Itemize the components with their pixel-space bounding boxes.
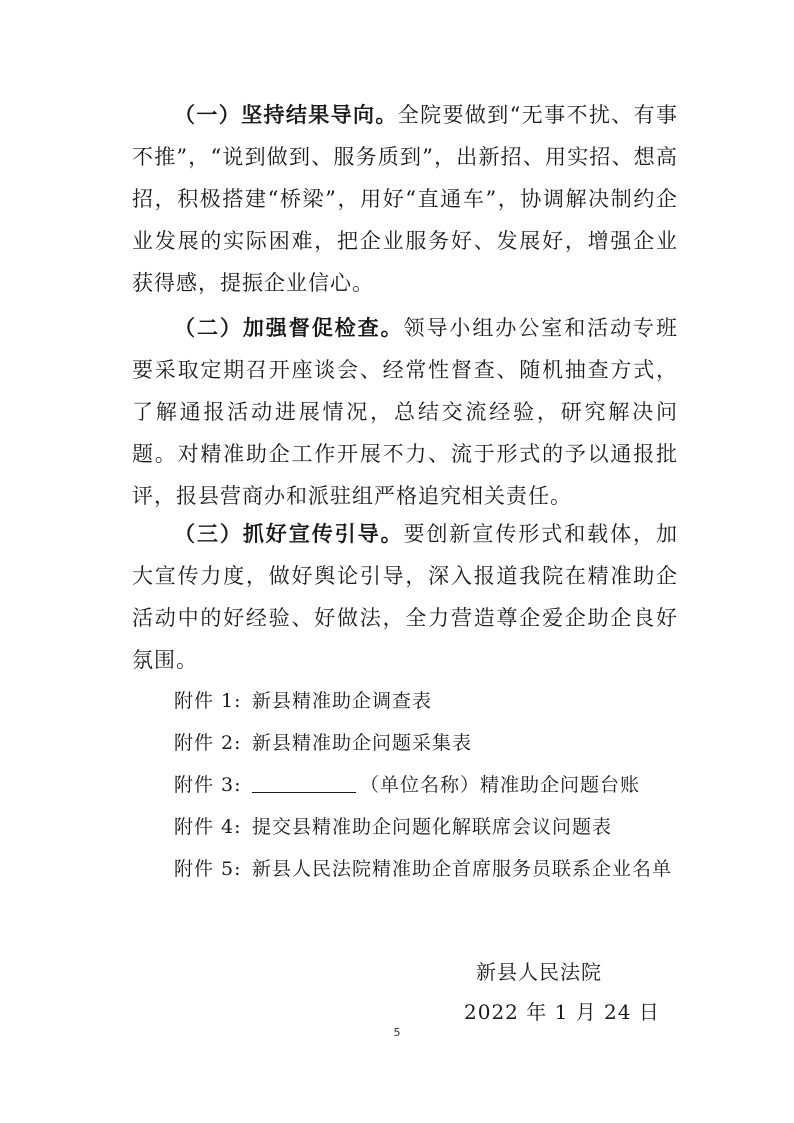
paragraph-body: 领导小组办公室和活动专班要采取定期召开座谈会、经常性督查、随机抽查方式，了解通报活动进展情况，总结交流经验，研究解决问题。对精准助企工作开展不力、流于形式的予以通报批评，报县营商办和派驻组严格追究相关责任。 bbox=[132, 316, 679, 508]
signature-date: 2022 年 1 月 24 日 bbox=[464, 1000, 660, 1024]
attachment-list bbox=[174, 680, 694, 890]
attachment-title: 新县人民法院精准助企首席服务员联系企业名单 bbox=[252, 858, 673, 880]
paragraph-heading: （二）加强督促检查。 bbox=[174, 316, 404, 340]
attachment-item bbox=[174, 848, 694, 890]
fill-in-blank bbox=[252, 774, 356, 793]
attachment-item bbox=[174, 680, 694, 722]
paragraph-result-oriented bbox=[132, 94, 678, 304]
attachment-title: （单位名称）精准助企问题台账 bbox=[360, 774, 641, 796]
page-number: 5 bbox=[393, 1026, 401, 1039]
attachment-item bbox=[174, 806, 694, 848]
paragraph-body: 要创新宣传形式和载体，加大宣传力度，做好舆论引导，深入报道我院在精准助企活动中的好经验、好做法，全力营造尊企爱企助企良好氛围。 bbox=[132, 522, 679, 672]
attachment-item bbox=[174, 764, 694, 806]
attachment-prefix: 附件 2: bbox=[174, 732, 242, 754]
signature-organization: 新县人民法院 bbox=[476, 960, 602, 984]
paragraph-heading: （一）坚持结果导向。 bbox=[174, 103, 398, 127]
attachment-prefix: 附件 3: bbox=[174, 774, 242, 796]
paragraph-supervision bbox=[132, 307, 678, 517]
attachment-prefix: 附件 1: bbox=[174, 690, 242, 712]
paragraph-publicity bbox=[132, 513, 678, 681]
attachment-prefix: 附件 4: bbox=[174, 816, 242, 838]
paragraph-body: 全院要做到“无事不扰、有事不推”，“说到做到、服务质到”，出新招、用实招、想高招，积极搭建“桥梁”，用好“直通车”，协调解决制约企业发展的实际困难，把企业服务好、发展好，增强企业获得感，提振企业信心。 bbox=[132, 103, 678, 295]
attachment-title: 提交县精准助企问题化解联席会议问题表 bbox=[252, 816, 613, 838]
attachment-prefix: 附件 5: bbox=[174, 858, 242, 880]
attachment-item bbox=[174, 722, 694, 764]
attachment-title: 新县精准助企问题采集表 bbox=[252, 732, 473, 754]
attachment-title: 新县精准助企调查表 bbox=[252, 690, 433, 712]
signature-block bbox=[460, 952, 660, 1032]
paragraph-heading: （三）抓好宣传引导。 bbox=[174, 522, 404, 546]
